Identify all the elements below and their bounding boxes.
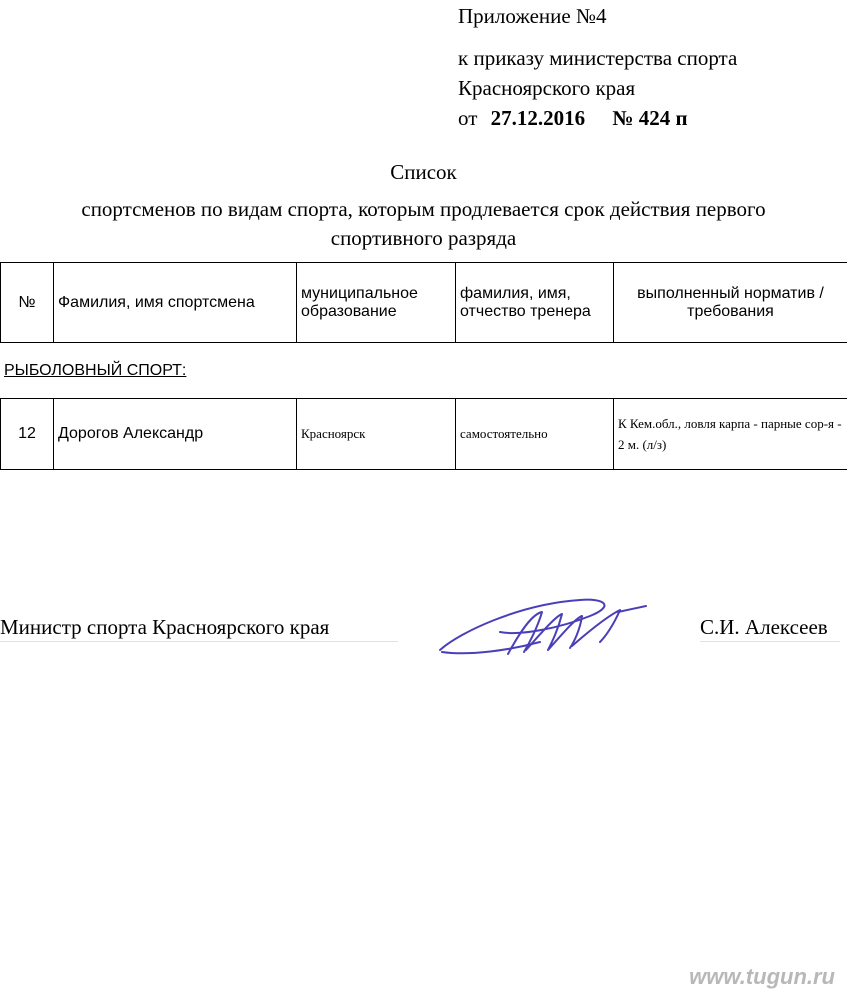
handwritten-signature xyxy=(430,592,660,664)
section-heading: РЫБОЛОВНЫЙ СПОРТ: xyxy=(4,362,187,379)
appendix-order-line xyxy=(458,106,688,131)
row-norm: К Кем.обл., ловля карпа - парные сор-я - 2 м. (л/з) xyxy=(614,399,847,470)
data-table xyxy=(0,398,847,470)
header-norm: выполненный норматив /требования xyxy=(614,263,847,343)
signature-position: Министр спорта Красноярского края xyxy=(0,615,330,639)
doc-subtitle-line1: спортсменов по видам спорта, которым продлевается срок действия первого xyxy=(81,197,766,221)
header-num: № xyxy=(1,263,54,343)
watermark: www.tugun.ru xyxy=(689,964,835,989)
order-number: № 424 п xyxy=(612,106,688,130)
appendix-region: Красноярского края xyxy=(458,76,636,100)
appendix-order-ref: к приказу министерства спорта xyxy=(458,46,738,70)
doc-subtitle-line2: спортивного разряда xyxy=(330,226,517,250)
signature-underline-left xyxy=(0,641,398,642)
row-coach: самостоятельно xyxy=(456,399,614,470)
order-prefix: от xyxy=(458,106,478,130)
signature-underline-right xyxy=(700,641,840,642)
header-municipality: муниципальное образование xyxy=(297,263,456,343)
table-row xyxy=(1,399,847,470)
doc-title: Список xyxy=(390,160,457,184)
row-athlete-name: Дорогов Александр xyxy=(54,399,297,470)
header-athlete: Фамилия, имя спортсмена xyxy=(54,263,297,343)
header-table xyxy=(0,262,847,343)
appendix-number: Приложение №4 xyxy=(458,4,607,28)
order-date: 27.12.2016 xyxy=(490,106,586,130)
header-coach: фамилия, имя, отчество тренера xyxy=(456,263,614,343)
row-municipality: Красноярск xyxy=(297,399,456,470)
signature-name: С.И. Алексеев xyxy=(700,615,828,639)
row-num: 12 xyxy=(1,399,54,470)
